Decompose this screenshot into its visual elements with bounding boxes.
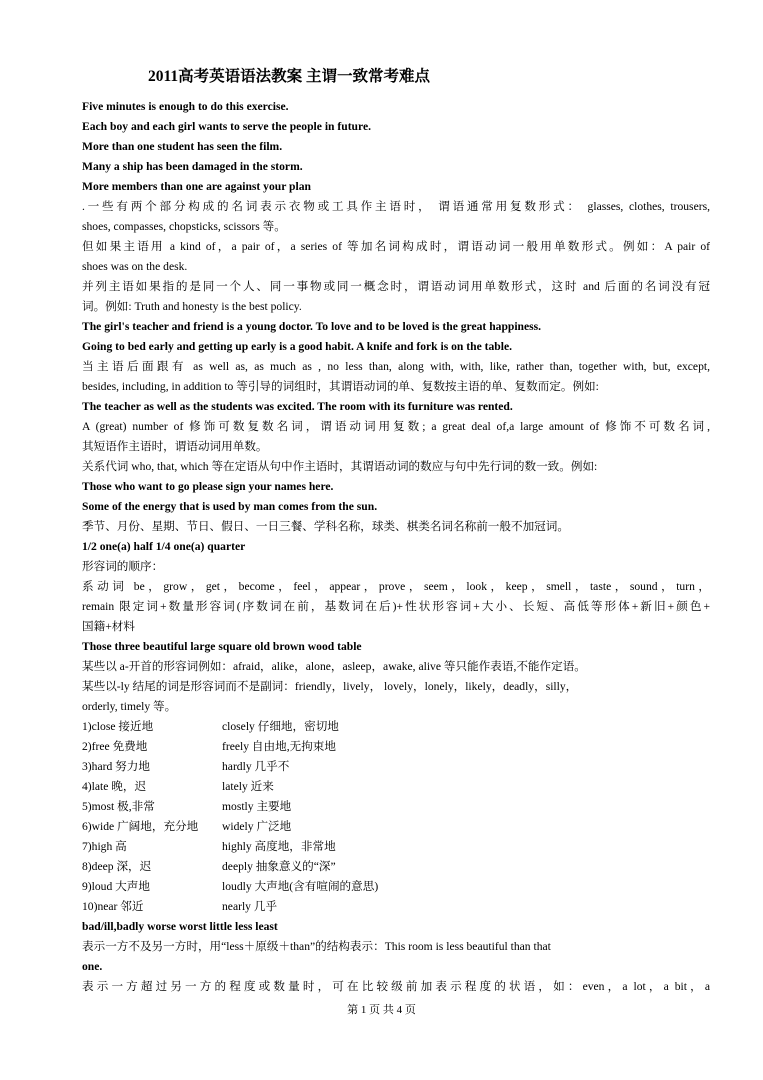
document-body [82,97,710,997]
text-line: More than one student has seen the film. [82,140,283,153]
text-line: Five minutes is enough to do this exercise. [82,100,289,113]
text-line: shoes was on the desk. [82,260,188,273]
text-line: 词。例如: Truth and honesty is the best policy. [82,300,302,313]
text-line: remain 限定词+数量形容词(序数词在前，基数词在后)+性状形容词+大小、长短、高低等形体+新旧+颜色+ [82,600,710,613]
text-line: one. [82,960,103,973]
word-pair-left: 9)loud 大声地 [82,880,150,893]
text-line: Many a ship has been damaged in the storm. [82,160,303,173]
word-pair-right: freely 自由地,无拘束地 [222,740,336,753]
word-pair [82,757,710,777]
word-pair [82,837,710,857]
word-pair-right: nearly 几乎 [222,900,278,913]
word-pair-right: deeply 抽象意义的“深” [222,860,336,873]
text-line: 表示一方不及另一方时，用“less＋原级＋than”的结构表示：This room is less beautiful than that [82,940,551,953]
word-pair [82,777,710,797]
word-pair [82,717,710,737]
word-pair [82,877,710,897]
text-line: bad/ill,badly worse worst little less least [82,920,278,933]
text-line: 当主语后面跟有 as well as, as much as , no less than, along with, with, like, rather than, together with, but, except, [82,360,710,373]
text-line: orderly, timely 等。 [82,700,177,713]
word-pair-left: 6)wide 广阔地，充分地 [82,820,199,833]
word-pair [82,737,710,757]
text-line: A (great) number of 修饰可数复数名词，谓语动词用复数; a great deal of,a large amount of 修饰不可数名词, [82,420,710,433]
page-title: 2011高考英语语法教案 主谓一致常考难点 [148,68,431,85]
text-line: 某些以 a-开首的形容词例如：afraid，alike，alone，asleep，awake, alive 等只能作表语,不能作定语。 [82,660,586,673]
text-line: .一些有两个部分构成的名词表示衣物或工具作主语时， 谓语通常用复数形式： glasses, clothes, trousers, [82,200,710,213]
word-pair [82,817,710,837]
text-line: 其短语作主语时，谓语动词用单数。 [82,440,268,453]
word-pair-right: closely 仔细地，密切地 [222,720,339,733]
word-pair-right: highly 高度地，非常地 [222,840,336,853]
text-line: Each boy and each girl wants to serve the people in future. [82,120,371,133]
word-pair-left: 4)late 晚，迟 [82,780,147,793]
text-line: 但如果主语用 a kind of，a pair of，a series of 等加名词构成时，谓语动词一般用单数形式。例如：A pair of [82,240,710,253]
word-pair-left: 10)near 邻近 [82,900,144,913]
word-pair-right: loudly 大声地(含有喧闹的意思) [222,880,379,893]
text-line: 1/2 one(a) half 1/4 one(a) quarter [82,540,246,553]
text-line: The girl's teacher and friend is a young doctor. To love and to be loved is the great happiness. [82,320,542,333]
text-line: 季节、月份、星期、节日、假日、一日三餐、学科名称，球类、棋类名词名称前一般不加冠词。 [82,520,569,533]
word-pair-left: 2)free 免费地 [82,740,148,753]
text-line: shoes, compasses, chopsticks, scissors 等。 [82,220,286,233]
word-pair-left: 3)hard 努力地 [82,760,150,773]
text-line: 国籍+材料 [82,620,135,633]
text-line: 关系代词 who, that, which 等在定语从句中作主语时，其谓语动词的数应与句中先行词的数一致。例如: [82,460,598,473]
text-line: 表示一方超过另一方的程度或数量时，可在比较级前加表示程度的状语，如：even，a lot，a bit，a [82,980,710,993]
text-line: Those three beautiful large square old brown wood table [82,640,362,653]
word-pair-right: lately 近来 [222,780,274,793]
word-pair-left: 1)close 接近地 [82,720,154,733]
text-line: The teacher as well as the students was excited. The room with its furniture was rented. [82,400,513,413]
text-line: Some of the energy that is used by man comes from the sun. [82,500,378,513]
word-pair-left: 5)most 极,非常 [82,800,155,813]
text-line: 系动词 be，grow，get，become，feel，appear，prove，seem，look，keep，smell，taste，sound，turn， [82,580,710,593]
text-line: besides, including, in addition to 等引导的词组时，其谓语动词的单、复数按主语的单、复数而定。例如: [82,380,599,393]
word-pair-right: hardly 几乎不 [222,760,290,773]
word-pair [82,897,710,917]
text-line: More members than one are against your plan [82,180,311,193]
text-line: 并列主语如果指的是同一个人、同一事物或同一概念时，谓语动词用单数形式，这时 and 后面的名词没有冠 [82,280,710,293]
word-pair-right: widely 广泛地 [222,820,292,833]
word-pair-left: 7)high 高 [82,840,127,853]
word-pair-right: mostly 主要地 [222,800,292,813]
text-line: 某些以-ly 结尾的词是形容词而不是副词：friendly，lively， lovely，lonely，likely，deadly，silly， [82,680,578,693]
word-pair [82,797,710,817]
text-line: Going to bed early and getting up early is a good habit. A knife and fork is on the table. [82,340,512,353]
page-footer: 第 1 页 共 4 页 [347,1004,416,1016]
text-line: Those who want to go please sign your names here. [82,480,334,493]
text-line: 形容词的顺序： [82,560,164,573]
word-pair [82,857,710,877]
word-pair-left: 8)deep 深，迟 [82,860,152,873]
